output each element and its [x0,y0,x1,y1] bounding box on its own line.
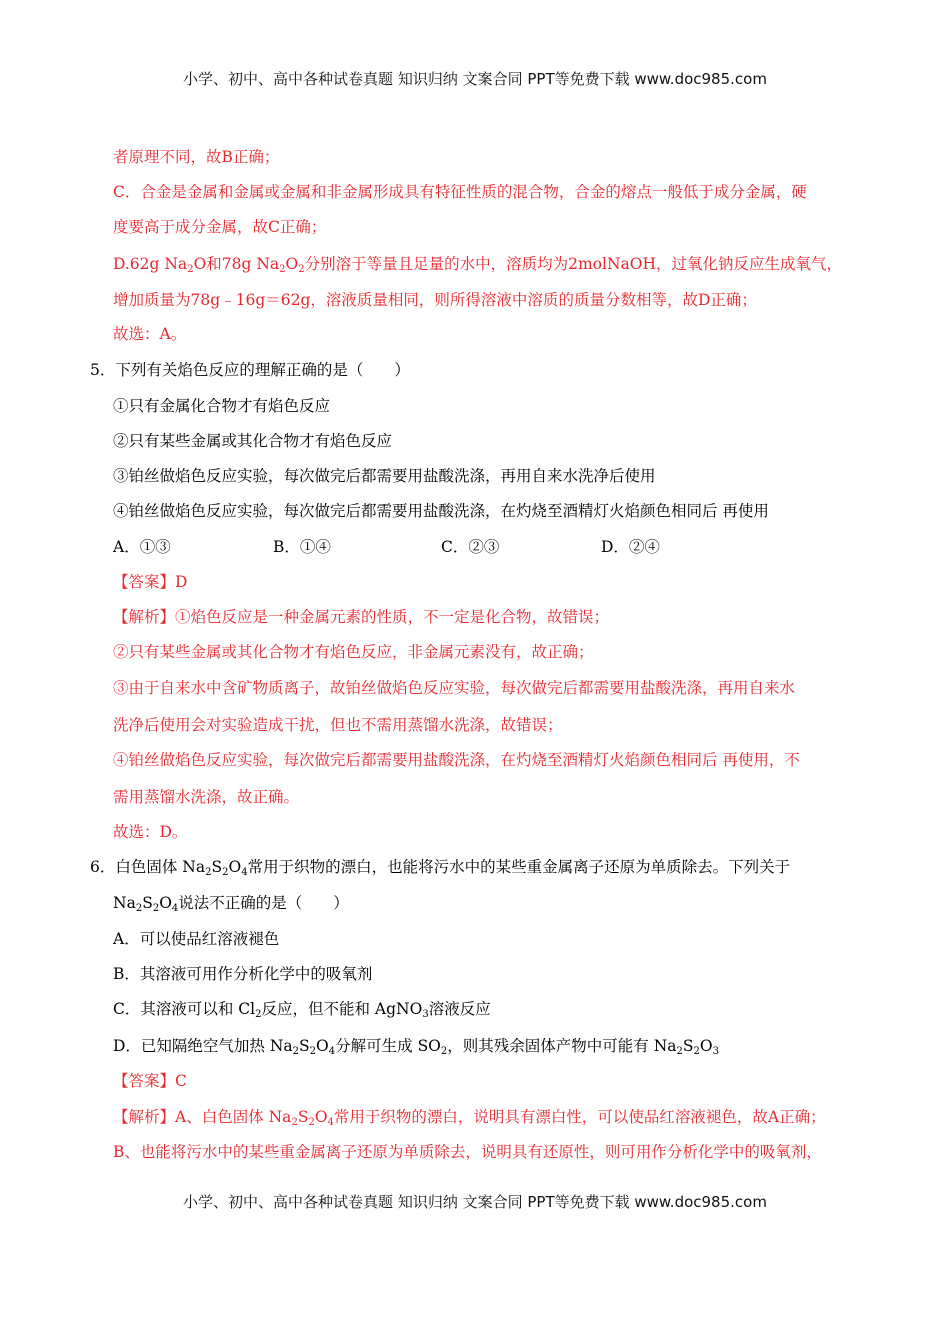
q5-option-b: B．①④ [273,538,331,556]
q5-options [113,537,660,557]
q6-explanation-2: B、也能将污水中的某些重金属离子还原为单质除去，说明具有还原性，则可用作分析化学中的吸氧剂， [113,1143,822,1161]
q6-answer: 【答案】C [113,1072,187,1090]
q5-stem: 5．下列有关焰色反应的理解正确的是（ ） [90,361,410,379]
q5-statement-4: ④铂丝做焰色反应实验，每次做完后都需要用盐酸洗涤，在灼烧至酒精灯火焰颜色相同后 再使用 [113,502,769,520]
q4-explanation-line-2: C．合金是金属和金属或金属和非金属形成具有特征性质的混合物，合金的熔点一般低于成分金属，硬 [113,183,807,201]
q4-explanation-line-3: 度要高于成分金属，故C正确； [113,218,327,236]
q6-option-d: D．已知隔绝空气加热 $Na_2S_2O_4$分解可生成 $SO_2$，则其残余固体产物中可能有 $Na_2S_2O_3$ [113,1037,719,1057]
q4-explanation-line-5: 增加质量为78g﹣16g＝62g，溶液质量相同，则所得溶液中溶质的质量分数相等，故D正确； [113,291,757,309]
q5-explanation-4: 洗净后使用会对实验造成干扰，但也不需用蒸馏水洗涤，故错误； [113,716,563,734]
q5-option-a: A．①③ [113,538,171,556]
q6-stem-line-2: $Na_2S_2O_4$说法不正确的是（ ） [113,894,349,914]
q4-explanation-line-1: 者原理不同，故B正确； [113,148,280,166]
q5-explanation-6: 需用蒸馏水洗涤，故正确。 [113,788,300,806]
q4-explanation-line-4: D.62g $Na_2O$和78g $Na_2O_2$分别溶于等量且足量的水中，溶质均为2molNaOH，过氧化钠反应生成氧气， [113,255,843,275]
q5-option-c: C．②③ [441,538,500,556]
q5-statement-3: ③铂丝做焰色反应实验，每次做完后都需要用盐酸洗涤，再用自来水洗净后使用 [113,467,656,485]
q6-option-a: A．可以使品红溶液褪色 [113,930,280,948]
q5-answer: 【答案】D [113,573,188,591]
q5-statement-1: ①只有金属化合物才有焰色反应 [113,397,331,415]
q5-option-d: D．②④ [601,538,660,556]
q6-explanation-1: 【解析】A、白色固体 $Na_2S_2O_4$常用于织物的漂白，说明具有漂白性，可以使品红溶液褪色，故A正确； [113,1108,826,1128]
q6-option-b: B．其溶液可用作分析化学中的吸氧剂 [113,965,373,983]
q5-explanation-5: ④铂丝做焰色反应实验，每次做完后都需要用盐酸洗涤，在灼烧至酒精灯火焰颜色相同后 再使用，不 [113,751,800,769]
page-header: 小学、初中、高中各种试卷真题 知识归纳 文案合同 PPT等免费下载 www.doc985.com [183,70,767,88]
q5-explanation-3: ③由于自来水中含矿物质离子，故铂丝做焰色反应实验，每次做完后都需要用盐酸洗涤，再用自来水 [113,679,796,697]
q4-conclusion: 故选：A。 [113,325,187,343]
page-footer: 小学、初中、高中各种试卷真题 知识归纳 文案合同 PPT等免费下载 www.doc985.com [183,1193,767,1211]
q5-explanation-2: ②只有某些金属或其化合物才有焰色反应，非金属元素没有，故正确； [113,643,594,661]
q5-conclusion: 故选：D。 [113,823,188,841]
q6-option-c: C．其溶液可以和 $Cl_2$反应，但不能和 AgNO$_3$溶液反应 [113,1000,491,1020]
q5-statement-2: ②只有某些金属或其化合物才有焰色反应 [113,432,393,450]
q5-explanation-1: 【解析】①焰色反应是一种金属元素的性质，不一定是化合物，故错误； [113,608,610,626]
q6-stem-line-1: 6．白色固体 $Na_2S_2O_4$常用于织物的漂白，也能将污水中的某些重金属离子还原为单质除去。下列关于 [90,858,791,878]
